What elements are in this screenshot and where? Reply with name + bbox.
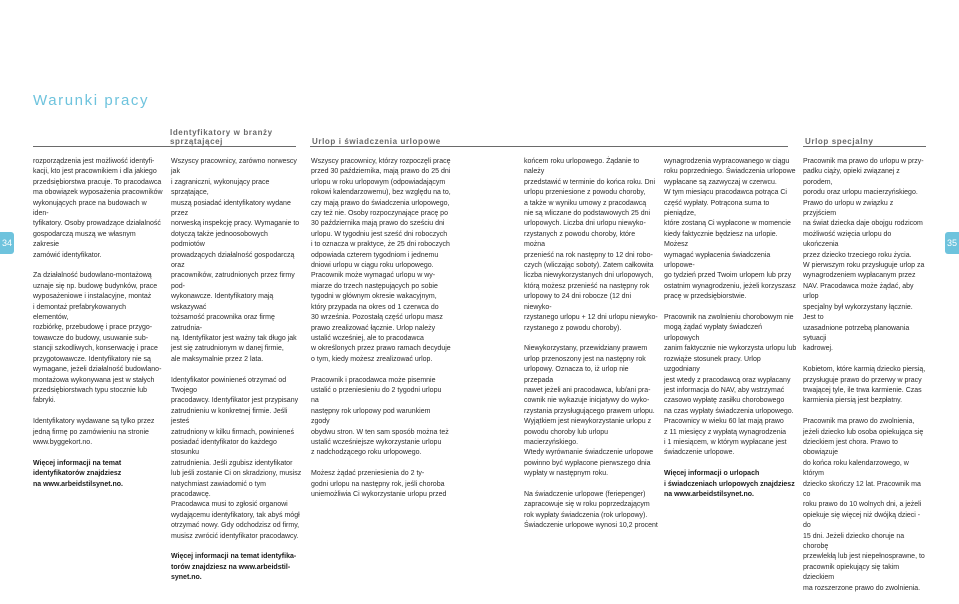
text-column-1 bbox=[33, 157, 163, 500]
section-divider-identyfikatory bbox=[33, 146, 296, 147]
text-column-6 bbox=[803, 157, 927, 604]
section-header-urlop: Urlop i świadczenia urlopowe bbox=[312, 137, 441, 146]
paragraph: wynagrodzenia wypracowanego w ciągu roku poprzedniego. Świadczenia urlopowe wypłacane są zazwyczaj w czerwcu. W tym miesiącu pracodawca potrąca Ci część wypłaty. Potrącona suma to pieniądze, które zostaną Ci wypłacone w momencie kiedy faktycznie będziesz na urlopie. Możesz wymagać wypłacenia świadczenia urlopowe- go tydzień przed Twoim urlopem lub przy ostatnim wynagrodzeniu, jeżeli korzyszasz pracę w przedsiębiorstwie. bbox=[664, 158, 796, 301]
text-column-5 bbox=[664, 157, 798, 511]
text-column-3 bbox=[311, 157, 451, 511]
paragraph: Identyfikatory wydawane są tylko przez jedną firmę po zamówieniu na stronie www.byggekort.no. bbox=[33, 418, 155, 446]
paragraph: Wszyscy pracownicy, którzy rozpoczęli pracę przed 30 października, mają prawo do 25 dni urlopu w roku urlopowym (odpowiadającym rokowi kalendarzowemu), bez względu na to, czy mają prawo do świadczenia urlopowego, czy też nie. Osoby rozpoczynające pracę po 30 października mają prawo do sześciu dni urlopu. W tygodniu jest sześć dni roboczych i to oznacza w praktyce, że 25 dni roboczych odpowiada czterem tygodniom i jednemu dniowi urlopu w ciągu roku urlopowego. Pracownik może wymagać urlopu w wy- miarze do trzech następujących po sobie tygodni w głównym okresie wakacyjnym, który przypada na okres od 1 czerwca do 30 września. Pozostałą część urlopu masz prawo zrealizować łącznie. Urlop należy ustalić wcześniej, ale to pracodawca w określonych przez prawo ramach decyduje o tym, kiedy możesz zrealizować urlop. bbox=[311, 158, 451, 363]
page-number-right: 35 bbox=[945, 232, 959, 254]
paragraph: Na świadczenie urlopowe (feriepenger) zapracowuje się w roku poprzedzającym rok wypłaty świadczenia (rok urlopowy). Świadczenie urlopowe wynosi 10,2 procent bbox=[524, 490, 658, 530]
page-title: Warunki pracy bbox=[33, 92, 150, 109]
paragraph: Więcej informacji na temat identyfika- torów znajdziesz na www.arbeidstil- synet.no. bbox=[171, 553, 297, 582]
paragraph: Za działalność budowlano-montażową uznaje się np. budowę budynków, prace wyposażeniowe i instalacyjne, montaż i demontaż prefabrykowanych elementów, rozbiórkę, przebudowę i prace przygo- towawcze do budowy, usuwanie sub- stancji szkodliwych, konserwację i prace przygotowawcze. Identyfikatory nie są wymagane, jeżeli działalność budowlano- montażowa wykonywana jest w stałych przedsiębiorstwach typu stocznie lub fabryki. bbox=[33, 272, 162, 405]
paragraph: Pracownik ma prawo do zwolnienia, jeżeli dziecko lub osoba opiekująca się dzieckiem jest chora. Prawo to obowiązuje do końca roku kalendarzowego, w którym dziecko skończy 12 lat. Pracownik ma co roku prawo do 10 wolnych dni, a jeżeli opiekuje się więcej niż dwójką dzieci - do 15 dni. Jeżeli dziecko choruje na chorobę przewlekłą lub jest niepełnosprawne, to pracownik opiekujący się takim dzieckiem ma rozszerzone prawo do zwolnienia. bbox=[803, 418, 925, 592]
text-column-4 bbox=[524, 157, 658, 542]
paragraph: rozporządzenia jest możliwość identyfi- kacji, kto jest pracownikiem i dla jakiego przedsiębiorstwa pracuje. To pracodawca ma obowiązek wyposażenia pracowników wykonujących prace na budowach w iden- tyfikatory. Osoby prowadzące działalność gospodarczą muszą we własnym zakresie zamówić identyfikator. bbox=[33, 158, 163, 259]
paragraph: końcem roku urlopowego. Żądanie to należy przedstawić w terminie do końca roku. Dni urlopu przeniesione z powodu choroby, a także w wyniku umowy z pracodawcą nie są wliczane do podstawowych 25 dni urlopowych. Liczba dni urlopu niewyko- rzystanych z powodu choroby, które można przenieść na rok następny to 12 dni robo- czych (wliczając soboty). Zatem całkowita liczba niewykorzystanych dni urlopowych, którą możesz przenieść na następny rok urlopowy to 24 dni robocze (12 dni niewyko- rzystanego urlopu + 12 dni urlopu niewyko- rzystanego z powodu choroby). bbox=[524, 158, 658, 332]
paragraph: Więcej informacji o urlopach i świadczeniach urlopowych znajdziesz na www.arbeidstilsynet.no. bbox=[664, 470, 795, 498]
text-column-2 bbox=[171, 157, 303, 594]
paragraph: Więcej informacji na temat identyfikatorów znajdziesz na www.arbeidstilsynet.no. bbox=[33, 459, 123, 488]
section-divider-urlop-specjalny bbox=[803, 146, 926, 147]
paragraph: Możesz żądać przeniesienia do 2 ty- godni urlopu na następny rok, jeśli choroba uniemożliwia Ci wykorzystanie urlopu przed bbox=[311, 470, 447, 498]
paragraph: Pracownik na zwolnieniu chorobowym nie mogą żądać wypłaty świadczeń urlopowych zanim faktycznie nie wykorzysta urlopu lub rozwiąże stosunek pracy. Urlop uzgodniany jest wtedy z pracodawcą oraz wypłacany jest informacja do NAV, aby wstrzymać czasowo wypłatę zasiłku chorobowego na czas wypłaty świadczenia urlopowego. Pracownicy w wieku 60 lat mają prawo z 11 miesięcy z wypłatą wynagrodzenia i 1 miesiącem, w którym wypłacane jest świadczenie urlopowe. bbox=[664, 314, 797, 457]
paragraph: Identyfikator powinieneś otrzymać od Twojego pracodawcy. Identyfikator jest przypisany zatrudnieniu w konkretnej firmie. Jeśli jesteś zatrudniony w kilku firmach, powinieneś posiadać identyfikator do każdego stosunku zatrudnienia. Jeśli zgubisz identyfikator lub jeśli zostanie Ci on skradziony, musisz natychmiast zawiadomić o tym pracodawcę. Pracodawca musi to zgłosić organowi wydającemu identyfikatory, tak abyś mógł otrzymać nowy. Gdy odchodzisz od firmy, musisz zwrócić identyfikator pracodawcy. bbox=[171, 376, 302, 540]
paragraph: Pracownik ma prawo do urlopu w przy- padku ciąży, opieki związanej z porodem, porodu oraz urlopu macierzyńskiego. Prawo do urlopu w związku z przyjściem na świat dziecka daje obojgu rodzicom możliwość wzięcia urlopu do ukończenia przez dziecko trzeciego roku życia. W pierwszym roku przysługuje urlop za wynagrodzeniem wypłacanym przez NAV. Pracodawca może żądać, aby urlop specjalny był wykorzystany łącznie. Jest to uzasadnione potrzebą planowania sytuacji kadrowej. bbox=[803, 158, 925, 353]
page-number-left: 34 bbox=[0, 232, 14, 254]
paragraph: Pracownik i pracodawca może pisemnie ustalić o przeniesieniu do 2 tygodni urlopu na następny rok urlopowy pod warunkiem zgody obydwu stron. W ten sam sposób można też ustalić wcześniejsze wykorzystanie urlopu z nadchodzącego roku urlopowego. bbox=[311, 376, 449, 457]
paragraph: Wszyscy pracownicy, zarówno norwescy jak i zagraniczni, wykonujący prace sprzątające, muszą posiadać identyfikatory wydane przez norweską inspekcję pracy. Wymaganie to dotyczą także jednoosobowych podmiotów prowadzących działalność gospodarczą oraz pracowników, zatrudnionych przez firmy pod- wykonawcze. Identyfikatory mają wskazywać tożsamość pracownika oraz firmę zatrudnia- ną. Identyfikator jest ważny tak długo jak jest się zatrudnionym w danej firmie, ale maksymalnie przez 2 lata. bbox=[171, 158, 300, 363]
paragraph: Niewykorzystany, przewidziany prawem urlop przenoszony jest na następny rok urlopowy. Oznacza to, iż urlop nie przepada nawet jeżeli ani pracodawca, lub/ani pra- cownik nie wykazuje inicjatywy do wyko- rzystania przysługującego prawem urlopu. Wyjątkiem jest niewykorzystanie urlopu z powodu choroby lub urlopu macierzyńskiego. Wtedy wyrównanie świadczenie urlopowe powinno być wypłacone pierwszego dnia wypłaty w następnym roku. bbox=[524, 345, 655, 478]
paragraph: Kobietom, które karmią dziecko piersią, przysługuje prawo do przerwy w pracy trwającej tyle, ile trwa karmienie. Czas karmienia piersią jest bezpłatny. bbox=[803, 366, 926, 405]
section-divider-urlop bbox=[310, 146, 788, 147]
section-header-identyfikatory: Identyfikatory w branży sprzątającej bbox=[170, 128, 273, 146]
section-header-urlop-specjalny: Urlop specjalny bbox=[805, 137, 874, 146]
